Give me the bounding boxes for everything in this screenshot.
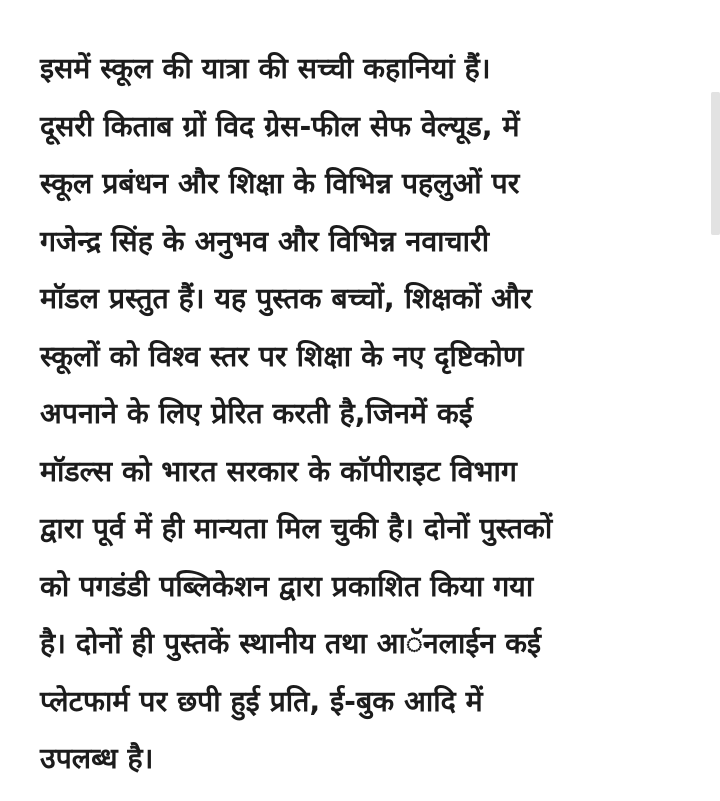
text-line: इसमें स्कूल की यात्रा की सच्ची कहानियां हैं। [40, 52, 491, 85]
text-line: मॉडल्स को भारत सरकार के कॉपीराइट विभाग [40, 454, 517, 488]
text-line: उपलब्ध है। [40, 742, 154, 775]
text-line: अपनाने के लिए प्रेरित करती है,जिनमें कई [40, 397, 473, 430]
text-line: मॉडल प्रस्तुत हैं। यह पुस्तक बच्चों, शिक्षकों और [40, 282, 532, 315]
scrollbar[interactable] [710, 0, 720, 801]
text-line: गजेन्द्र सिंह के अनुभव और विभिन्न नवाचारी [40, 224, 490, 258]
text-line: है। दोनों ही पुस्तकें स्थानीय तथा आॅनलाईन कई [40, 627, 541, 660]
text-line: को पगडंडी पब्लिकेशन द्वारा प्रकाशित किया गया [40, 569, 534, 603]
text-line: स्कूलों को विश्व स्तर पर शिक्षा के नए दृष्टिकोण [40, 339, 524, 373]
text-line: स्कूल प्रबंधन और शिक्षा के विभिन्न पहलुओं पर [40, 167, 520, 200]
text-line: प्लेटफार्म पर छपी हुई प्रति, ई-बुक आदि में [40, 684, 483, 718]
text-line: द्वारा पूर्व में ही मान्यता मिल चुकी है। दोनों पुस्तकों [40, 512, 553, 545]
text-line: दूसरी किताब ग्रों विद ग्रेस-फील सेफ वेल्यूड, में [40, 109, 520, 143]
scrollbar-thumb[interactable] [711, 92, 720, 235]
article-text [40, 40, 700, 788]
